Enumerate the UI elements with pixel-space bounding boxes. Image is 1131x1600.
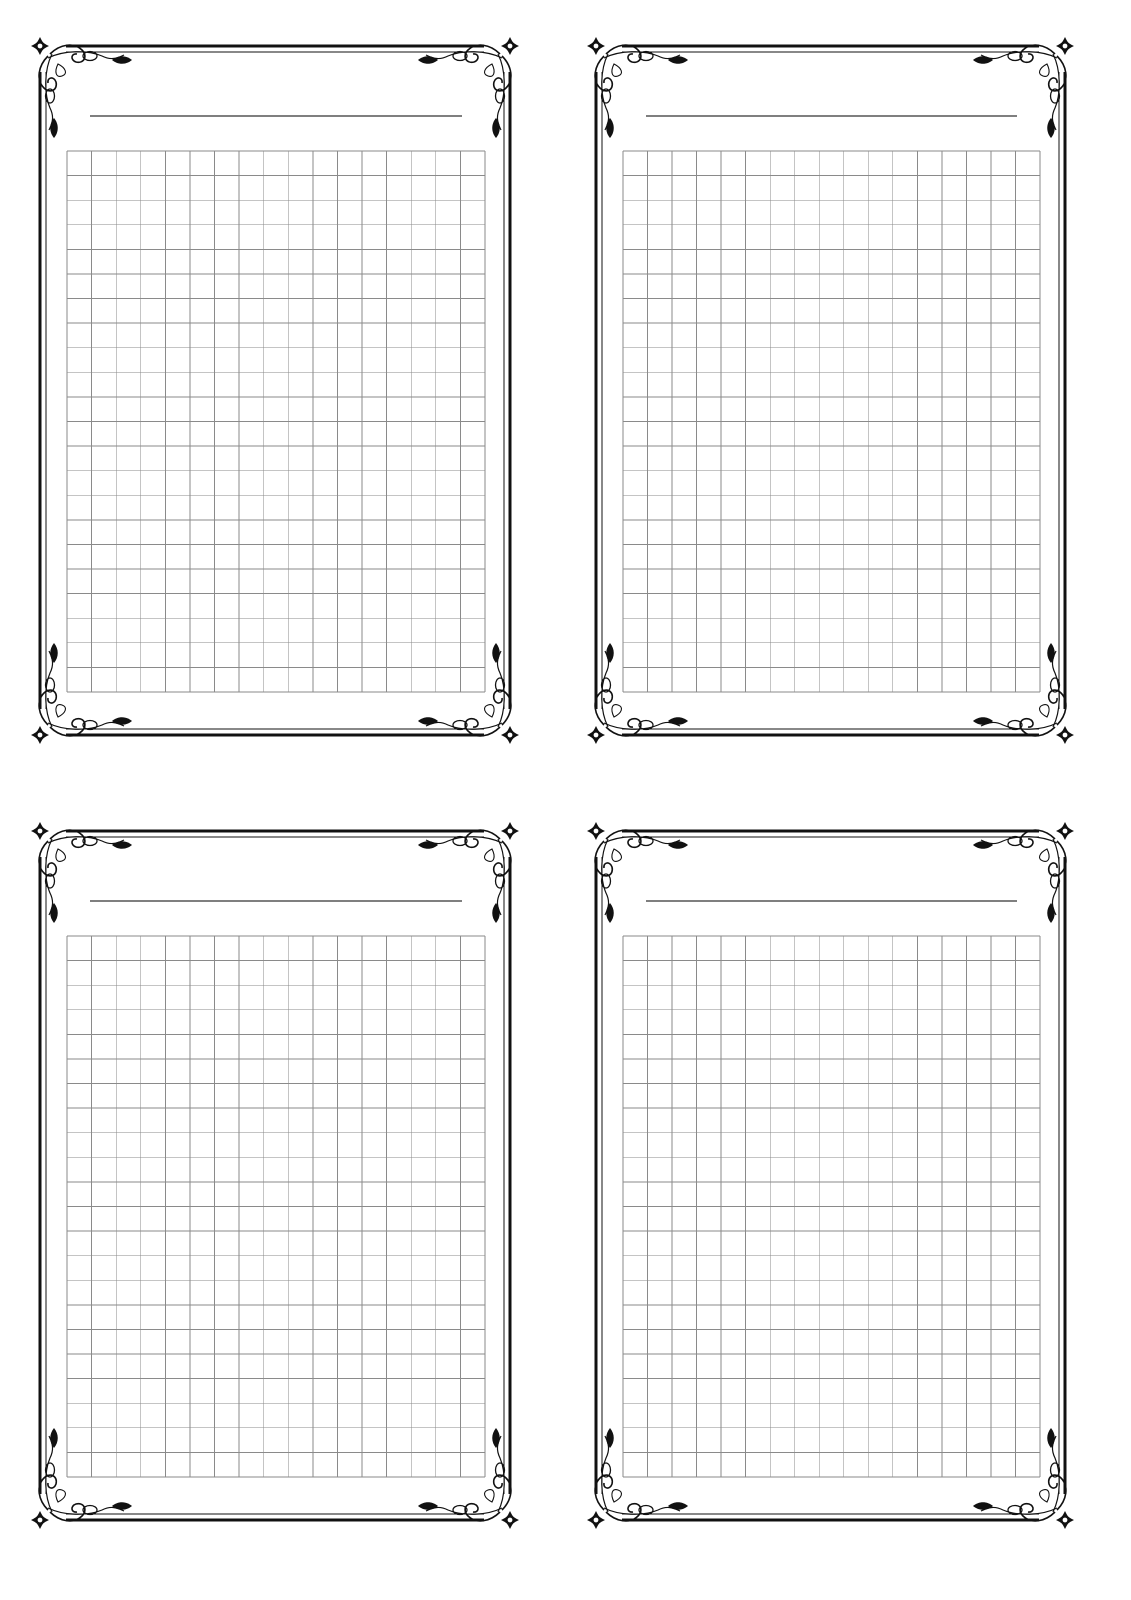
grid [623, 936, 1040, 1477]
frame-inner-rule [602, 52, 1059, 729]
frame-inner-rule [46, 52, 504, 729]
grid [623, 151, 1040, 692]
frame-outer-rule [596, 831, 1065, 1520]
frame-inner-rule [46, 837, 504, 1514]
frame-outer-rule [40, 831, 510, 1520]
note-card-top-right [587, 37, 1074, 744]
frame-inner-rule [602, 837, 1059, 1514]
note-card-bottom-left [31, 822, 519, 1529]
grid [67, 151, 485, 692]
frame-outer-rule [596, 46, 1065, 735]
frame-outer-rule [40, 46, 510, 735]
note-card-top-left [31, 37, 519, 744]
note-card-bottom-right [587, 822, 1074, 1529]
grid [67, 936, 485, 1477]
